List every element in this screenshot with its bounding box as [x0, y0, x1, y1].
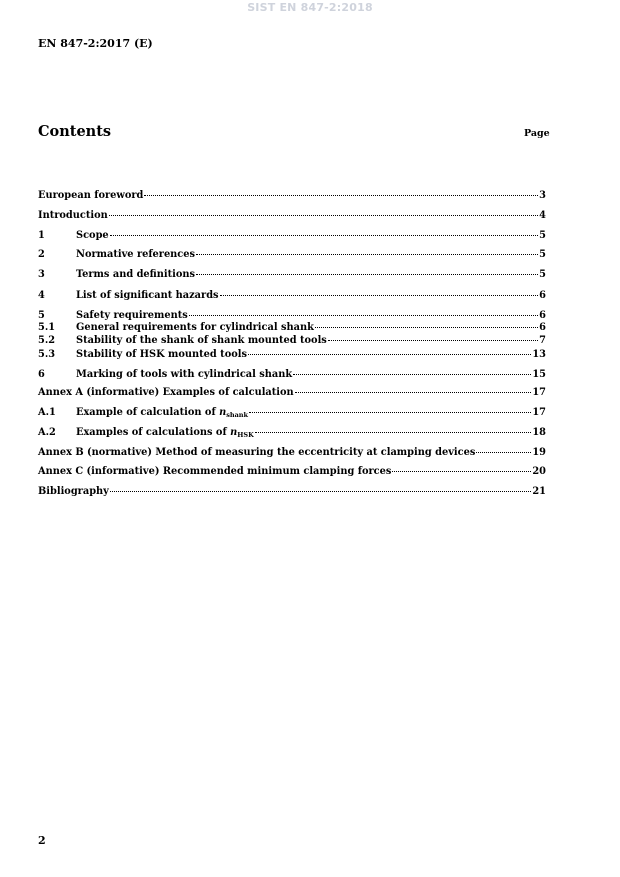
toc-entry-title: Annex B (normative) Method of measuring the eccentricity at clamping devices	[38, 447, 476, 458]
toc-entry[interactable]	[38, 402, 546, 419]
toc-entry-page: 4	[539, 210, 546, 221]
toc-entry[interactable]	[38, 364, 546, 380]
dot-leader	[476, 440, 531, 453]
dot-leader	[392, 459, 531, 472]
toc-entry[interactable]	[38, 442, 546, 458]
toc-entry-title: General requirements for cylindrical shank	[76, 322, 314, 333]
toc-entry-page: 21	[532, 486, 546, 497]
toc-entry-number: A.1	[38, 407, 56, 418]
toc-entry-page: 6	[539, 322, 546, 333]
toc-entry-number: 5.2	[38, 335, 56, 346]
watermark-text: SIST EN 847-2:2018	[247, 1, 373, 14]
toc-entry[interactable]	[38, 185, 546, 201]
toc-entry[interactable]	[38, 422, 546, 439]
dot-leader	[293, 362, 531, 375]
toc-entry-page: 19	[532, 447, 546, 458]
dot-leader	[249, 400, 531, 413]
toc-entry-page: 6	[539, 310, 546, 321]
toc-entry-number: 4	[38, 290, 45, 301]
dot-leader	[328, 328, 538, 341]
toc-entry-page: 13	[532, 349, 546, 360]
dot-leader	[109, 203, 538, 216]
contents-title: Contents	[38, 123, 112, 140]
page-column-label: Page	[524, 128, 550, 139]
dot-leader	[255, 420, 532, 433]
toc-entry[interactable]	[38, 344, 546, 360]
toc-entry-title: Example of calculation of $n_{shank}$	[76, 407, 249, 419]
toc-entry-title: Normative references	[76, 249, 196, 260]
toc-entry[interactable]	[38, 481, 546, 497]
page-number: 2	[38, 834, 46, 847]
toc-entry-number: 5	[38, 310, 45, 321]
toc-entry-page: 3	[539, 190, 546, 201]
toc-entry[interactable]	[38, 244, 546, 260]
variable-subscript: HSK	[237, 431, 254, 439]
toc-entry-title: Annex C (informative) Recommended minimum clamping forces	[38, 466, 392, 477]
toc-entry-number: 1	[38, 230, 45, 241]
toc-entry[interactable]	[38, 285, 546, 301]
toc-entry-title: Scope	[76, 230, 109, 241]
toc-entry-title: Stability of the shank of shank mounted tools	[76, 335, 327, 346]
toc-entry-page: 15	[532, 369, 546, 380]
toc-entry-title: Bibliography	[38, 486, 109, 497]
toc-entry-page: 6	[539, 290, 546, 301]
toc-entry-page: 18	[532, 427, 546, 438]
toc-entry[interactable]	[38, 382, 546, 398]
dot-leader	[196, 242, 538, 255]
toc-entry-page: 5	[539, 269, 546, 280]
document-id: EN 847-2:2017 (E)	[38, 37, 153, 50]
toc-entry-title: List of significant hazards	[76, 290, 219, 301]
toc-entry-title: Safety requirements	[76, 310, 188, 321]
toc-entry-number: 3	[38, 269, 45, 280]
dot-leader	[248, 342, 531, 355]
toc-entry-number: A.2	[38, 427, 56, 438]
variable-symbol: n	[219, 407, 227, 418]
toc-entry-page: 7	[539, 335, 546, 346]
toc-entry-page: 17	[532, 407, 546, 418]
toc-entry[interactable]	[38, 264, 546, 280]
dot-leader	[144, 183, 538, 196]
dot-leader	[110, 479, 532, 492]
toc-entry-page: 5	[539, 249, 546, 260]
toc-entry[interactable]	[38, 225, 546, 241]
dot-leader	[315, 315, 538, 328]
toc-entry-number: 6	[38, 369, 45, 380]
toc-entry-title: Annex A (informative) Examples of calculation	[38, 387, 294, 398]
toc-entry-number: 5.3	[38, 349, 56, 360]
toc-entry-title: Stability of HSK mounted tools	[76, 349, 248, 360]
toc-entry-title: Examples of calculations of $n_{HSK}$	[76, 427, 254, 439]
dot-leader	[220, 283, 539, 296]
dot-leader	[110, 223, 539, 236]
toc-entry-page: 5	[539, 230, 546, 241]
toc-entry-page: 17	[532, 387, 546, 398]
toc-entry-title: Introduction	[38, 210, 108, 221]
toc-entry-number: 5.1	[38, 322, 56, 333]
variable-subscript: shank	[226, 411, 249, 419]
toc-entry-title: European foreword	[38, 190, 144, 201]
dot-leader	[295, 380, 532, 393]
toc-entry[interactable]	[38, 461, 546, 477]
toc-entry-title: Marking of tools with cylindrical shank	[76, 369, 293, 380]
toc-entry-number: 2	[38, 249, 45, 260]
toc-entry[interactable]	[38, 330, 546, 346]
toc-entry-title: Terms and definitions	[76, 269, 196, 280]
variable-symbol: n	[230, 427, 238, 438]
toc-entry-page: 20	[532, 466, 546, 477]
toc-entry[interactable]	[38, 205, 546, 221]
dot-leader	[196, 262, 538, 275]
